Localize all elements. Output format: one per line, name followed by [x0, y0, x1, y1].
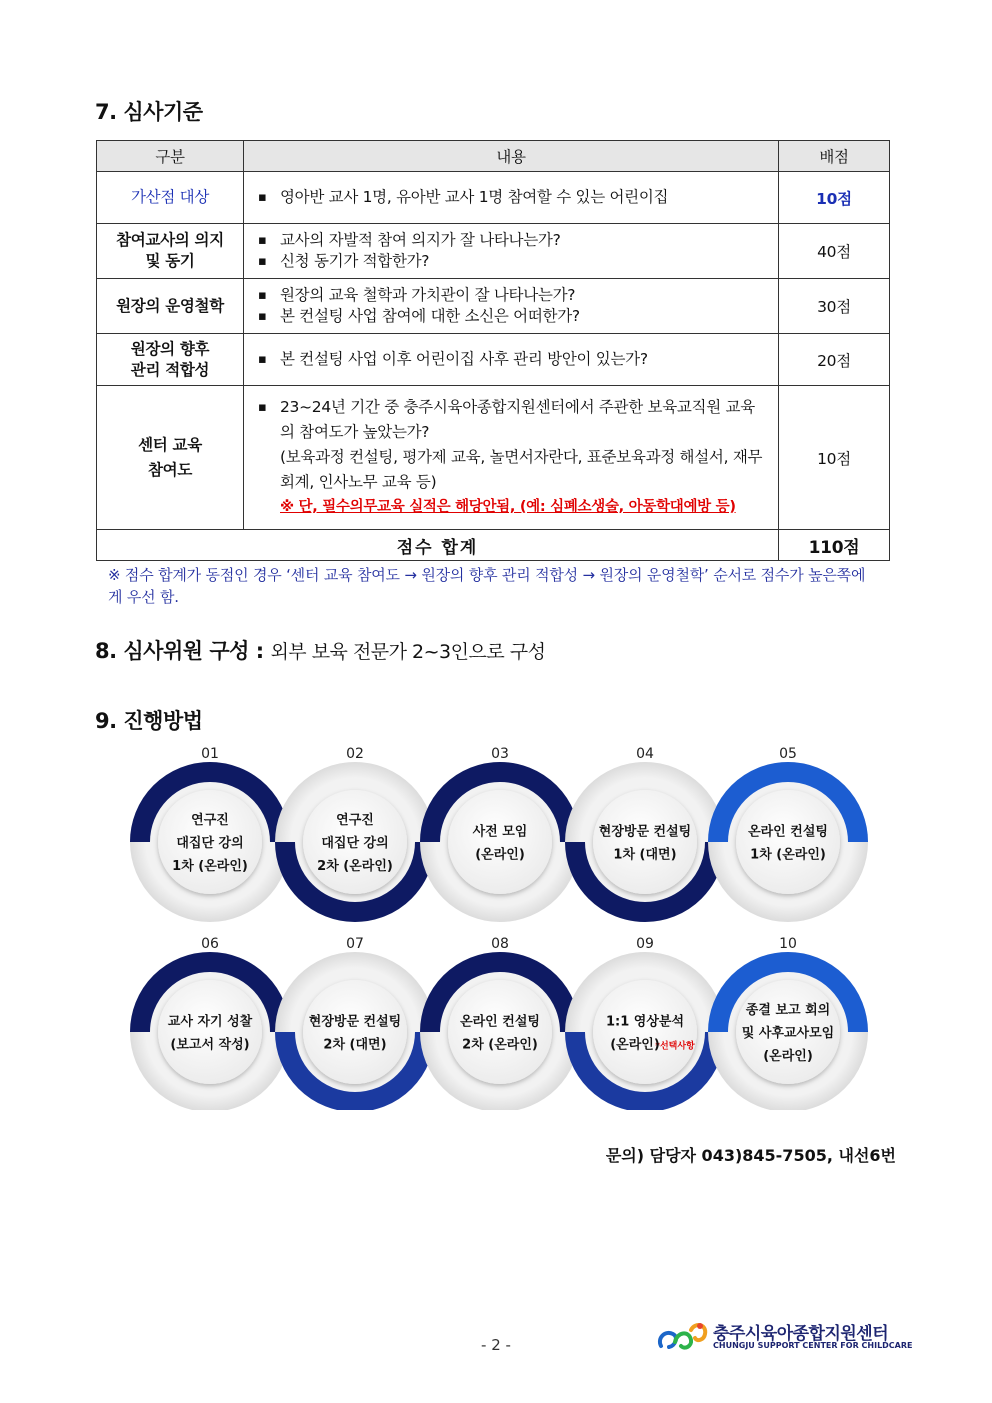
center-logo	[655, 1316, 913, 1356]
step-label-line: 1:1 영상분석	[605, 1014, 685, 1030]
step-label-line: 연구진	[191, 813, 229, 828]
row-category-line: 센터 교육	[138, 435, 202, 454]
logo-mark-icon	[655, 1316, 711, 1356]
row-category	[97, 386, 244, 530]
process-steps-diagram	[120, 740, 880, 1110]
step-label-line: 2차 (온라인)	[317, 859, 393, 874]
step-label-line: 대집단 강의	[321, 836, 389, 851]
row-category: 가산점 대상	[97, 172, 244, 224]
row-extra: (보육과정 컨설팅, 평가제 교육, 놀면서자란다, 표준보육과정 해설서, 재무회계, 인사노무 교육 등)	[280, 448, 763, 491]
section-8-text: 외부 보육 전문가 2~3인으로 구성	[270, 641, 546, 663]
header-category: 구분	[97, 141, 244, 172]
row-score: 10점	[779, 386, 890, 530]
tie-break-note: ※ 점수 합계가 동점인 경우 ‘센터 교육 참여도 → 원장의 향후 관리 적합성 → 원장의 운영철학’ 순서로 점수가 높은쪽에게 우선 함.	[108, 566, 866, 606]
step-label-line: 및 사후교사모임	[741, 1026, 835, 1041]
step-number: 06	[201, 936, 219, 952]
step-label-line: 사전 모임	[472, 824, 528, 840]
row-content	[244, 386, 779, 530]
row-category-line: 관리 적합성	[130, 360, 210, 379]
step-label-line: 1차 (온라인)	[172, 859, 248, 874]
step-number: 09	[636, 936, 654, 952]
step-label-line: 종결 보고 회의	[745, 1003, 831, 1018]
step-04	[565, 746, 725, 922]
row-content	[244, 279, 779, 334]
step-number: 02	[346, 746, 364, 762]
step-inner-circle	[736, 790, 840, 894]
step-label-line: 현장방문 컨설팅	[308, 1014, 402, 1030]
step-inner-circle	[448, 790, 552, 894]
step-09	[565, 936, 725, 1110]
row-item: ▪ 본 컨설팅 사업 이후 어린이집 사후 관리 방안이 있는가?	[254, 349, 768, 370]
step-number: 01	[201, 746, 219, 762]
step-label-line: (온라인)	[763, 1049, 813, 1064]
header-score: 배점	[779, 141, 890, 172]
header-content: 내용	[244, 141, 779, 172]
logo-name-en: CHUNGJU SUPPORT CENTER FOR CHILDCARE	[713, 1341, 913, 1350]
step-02	[275, 746, 435, 922]
step-number: 10	[779, 936, 797, 952]
step-08	[420, 936, 580, 1110]
step-label-line: 교사 자기 성찰	[167, 1014, 253, 1030]
step-inner-circle	[593, 790, 697, 894]
table-row	[97, 386, 890, 530]
step-number: 07	[346, 936, 364, 952]
row-category-line: 및 동기	[145, 252, 195, 270]
row-score: 30점	[779, 279, 890, 334]
row-content	[244, 224, 779, 279]
steps-root	[130, 746, 868, 1110]
step-number: 04	[636, 746, 654, 762]
step-07	[275, 936, 435, 1110]
step-label-line: 1차 (온라인)	[750, 847, 826, 863]
row-category	[97, 334, 244, 386]
row-item: ▪ 23~24년 기간 중 충주시육아종합지원센터에서 주관한 보육교직원 교육의 참여도가 높았는가?	[254, 395, 768, 445]
row-score: 10점	[779, 172, 890, 224]
section-8-title	[95, 635, 545, 665]
step-number: 03	[491, 746, 509, 762]
contact-info: 문의) 담당자 043)845-7505, 내선6번	[605, 1146, 896, 1165]
step-label-line: 2차 (대면)	[323, 1037, 387, 1053]
row-item: ▪ 교사의 자발적 참여 의지가 잘 나타나는가?	[254, 230, 768, 251]
step-01	[130, 746, 290, 922]
row-content	[244, 172, 779, 224]
step-inner-circle	[158, 980, 262, 1084]
row-warning: ※ 단, 필수의무교육 실적은 해당안됨, (예: 심폐소생술, 아동학대예방 등)	[280, 499, 736, 515]
step-inner-circle	[303, 980, 407, 1084]
step-05	[708, 746, 868, 922]
step-inner-circle	[448, 980, 552, 1084]
table-row	[97, 334, 890, 386]
step-label-line: (보고서 작성)	[170, 1037, 250, 1053]
row-category-line: 원장의 향후	[130, 339, 210, 358]
section-9-title: 9. 진행방법	[95, 709, 203, 733]
row-item: ▪ 신청 동기가 적합한가?	[254, 251, 768, 272]
table-header-row	[97, 141, 890, 172]
step-number: 08	[491, 936, 509, 952]
step-label-line: 현장방문 컨설팅	[598, 824, 692, 840]
step-label-line: 1차 (대면)	[613, 847, 677, 863]
step-label-line: 온라인 컨설팅	[460, 1014, 540, 1030]
step-label-line: 연구진	[336, 813, 374, 828]
criteria-table	[96, 140, 890, 561]
page-number: - 2 -	[481, 1336, 511, 1354]
step-03	[420, 746, 580, 922]
table-row	[97, 279, 890, 334]
table-row	[97, 172, 890, 224]
logo-name-ko: 충주시육아종합지원센터	[713, 1324, 889, 1344]
step-label-line: 온라인 컨설팅	[748, 824, 828, 840]
row-score: 20점	[779, 334, 890, 386]
row-item: ▪ 원장의 교육 철학과 가치관이 잘 나타나는가?	[254, 285, 768, 306]
step-label-line: (온라인)	[610, 1037, 660, 1053]
section-8-heading: 8. 심사위원 구성 :	[95, 639, 264, 663]
total-row	[97, 530, 890, 561]
row-content	[244, 334, 779, 386]
step-label-line: (온라인)	[475, 847, 525, 863]
step-10	[708, 936, 868, 1110]
row-score: 40점	[779, 224, 890, 279]
row-category	[97, 224, 244, 279]
total-label: 점수 합계	[97, 530, 779, 561]
row-category-line: 참여도	[147, 460, 193, 479]
section-7-title: 7. 심사기준	[95, 100, 203, 124]
step-06	[130, 936, 290, 1110]
step-tag: *선택사항	[655, 1041, 695, 1052]
step-inner-circle	[593, 980, 697, 1084]
row-category: 원장의 운영철학	[97, 279, 244, 334]
row-category-line: 참여교사의 의지	[116, 231, 224, 249]
step-label-line: 대집단 강의	[176, 836, 244, 851]
row-item: ▪ 본 컨설팅 사업 참여에 대한 소신은 어떠한가?	[254, 306, 768, 327]
table-row	[97, 224, 890, 279]
step-number: 05	[779, 746, 797, 762]
total-score: 110점	[779, 530, 890, 561]
row-item: ▪ 영아반 교사 1명, 유아반 교사 1명 참여할 수 있는 어린이집	[254, 187, 768, 208]
step-label-line: 2차 (온라인)	[462, 1037, 538, 1053]
